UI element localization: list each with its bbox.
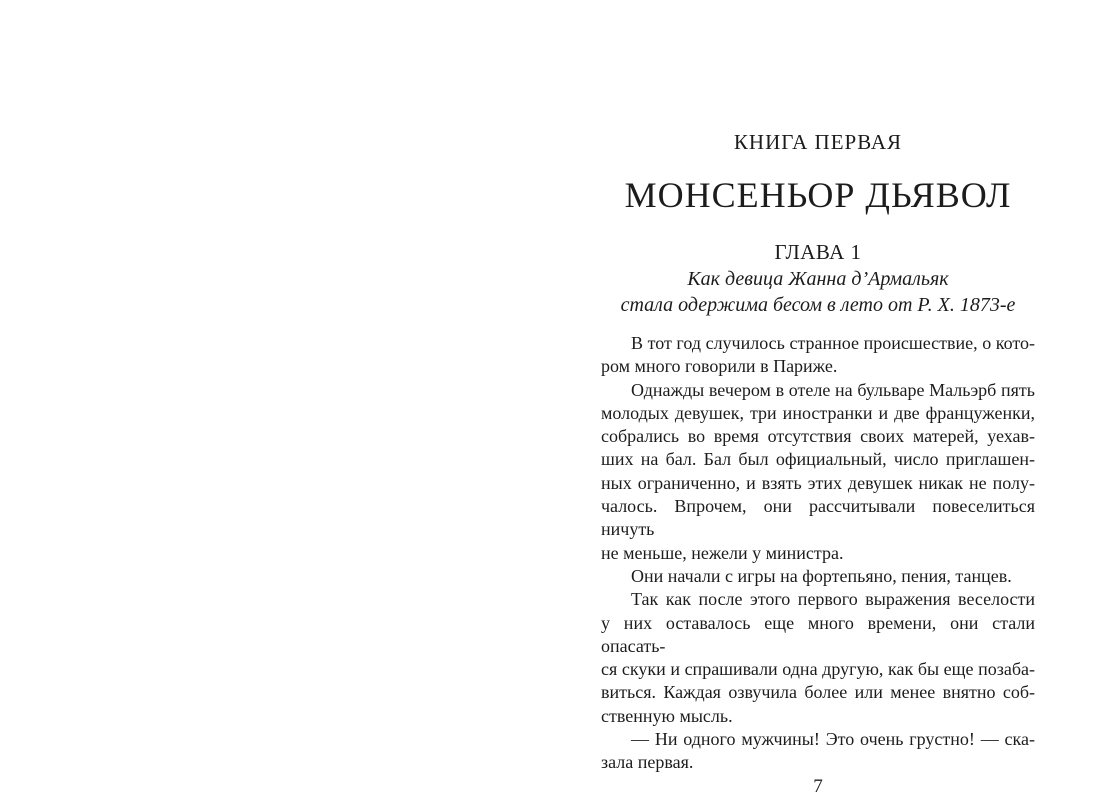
text-line: у них оставалось еще много времени, они стали опасать- xyxy=(601,612,1035,656)
body-text xyxy=(601,332,1035,775)
text-line: Они начали с игры на фортепьяно, пения, танцев. xyxy=(631,565,1012,586)
chapter-subtitle-line: Как девица Жанна д’Армальяк xyxy=(687,268,949,290)
text-line: виться. Каждая озвучила более или менее внятно соб- xyxy=(601,682,1035,703)
text-line: молодых девушек, три иностранки и две француженки, xyxy=(601,402,1035,423)
book-part-title: КНИГА ПЕРВАЯ xyxy=(733,130,903,154)
chapter-subtitle xyxy=(601,266,1035,318)
text-line: собрались во время отсутствия своих матерей, уехав- xyxy=(601,426,1035,447)
text-line: Так как после этого первого выражения веселости xyxy=(631,589,1035,610)
text-line: Однажды вечером в отеле на бульваре Мальэрб пять xyxy=(631,379,1035,400)
text-line: В тот год случилось странное происшествие, о кото- xyxy=(631,333,1035,353)
text-line: зала первая. xyxy=(601,752,694,773)
text-line: ших на бал. Бал был официальный, число приглашен- xyxy=(601,449,1035,470)
book-page xyxy=(601,0,1035,792)
text-line: ных ограниченно, и взять этих девушек никак не полу- xyxy=(601,472,1035,493)
text-line: ся скуки и спрашивали одна другую, как бы еще позаба- xyxy=(601,659,1035,680)
book-title: МОНСЕНЬОР ДЬЯВОЛ xyxy=(624,175,1012,215)
text-line: чалось. Впрочем, они рассчитывали повеселиться ничуть xyxy=(601,496,1035,540)
text-line: ром много говорили в Париже. xyxy=(601,356,838,377)
chapter-title: ГЛАВА 1 xyxy=(774,240,862,264)
page-number: 7 xyxy=(813,775,823,792)
chapter-subtitle-line: стала одержима бесом в лето от Р. Х. 1873-е xyxy=(620,294,1016,316)
text-line: ственную мысль. xyxy=(601,705,733,726)
text-line: не меньше, нежели у министра. xyxy=(601,542,844,563)
text-line: — Ни одного мужчины! Это очень грустно! — ска- xyxy=(631,729,1035,750)
